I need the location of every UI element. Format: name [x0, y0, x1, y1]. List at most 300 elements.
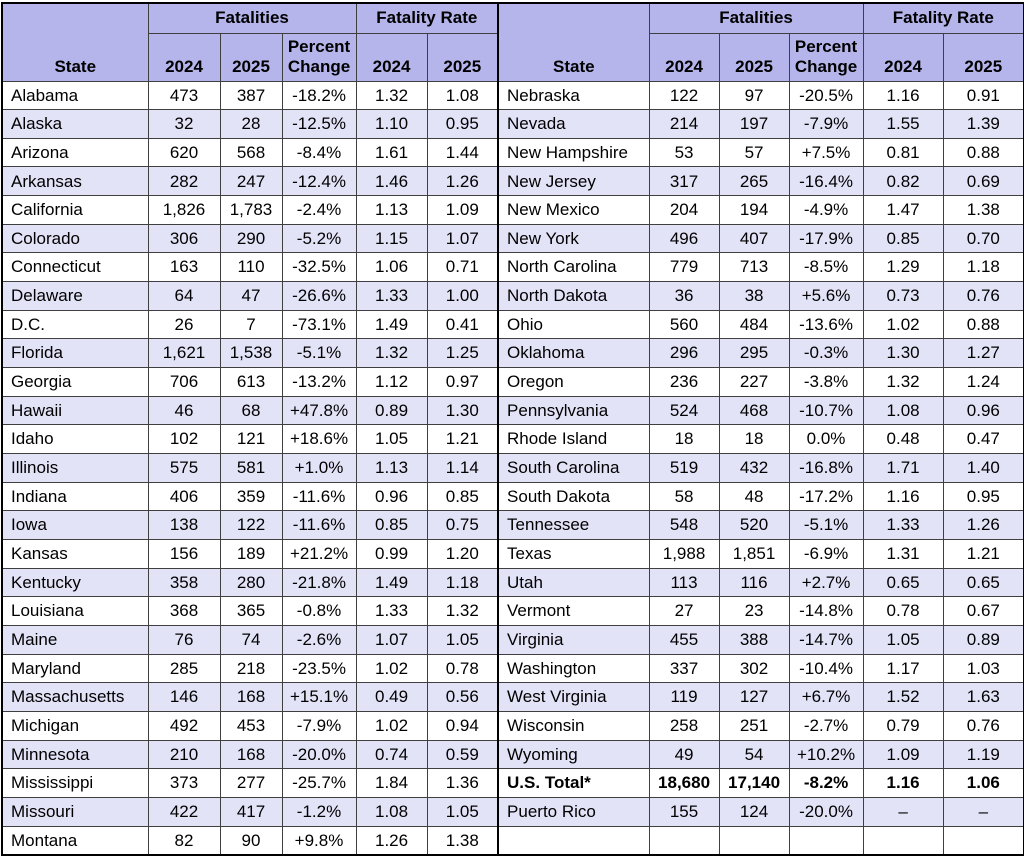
- rate-2025-cell: 0.95: [943, 482, 1024, 511]
- rate-2025-cell: 1.26: [943, 511, 1024, 540]
- fatalities-2025-cell: 359: [220, 482, 282, 511]
- table-row: [2, 654, 1024, 683]
- rate-2025-cell: 0.59: [427, 740, 498, 769]
- fatalities-2024-cell: 58: [649, 482, 719, 511]
- fatalities-2025-cell: 227: [719, 368, 789, 397]
- state-column-header: State: [2, 3, 148, 81]
- percent-change-cell: 0.0%: [789, 425, 863, 454]
- fatalities-2024-cell: 146: [148, 683, 220, 712]
- rate-2025-cell: 1.27: [943, 339, 1024, 368]
- rate-2025-cell: 0.56: [427, 683, 498, 712]
- percent-change-cell: -13.6%: [789, 310, 863, 339]
- fatalities-2025-cell: 168: [220, 683, 282, 712]
- fatalities-2025-cell: 110: [220, 253, 282, 282]
- rate-2025-cell: 1.06: [943, 769, 1024, 798]
- fatalities-2025-cell: 713: [719, 253, 789, 282]
- fatalities-2024-cell: 32: [148, 110, 220, 139]
- fatalities-2024-header: 2024: [649, 33, 719, 81]
- rate-2024-cell: 1.16: [863, 769, 943, 798]
- fatalities-2024-cell: 455: [649, 625, 719, 654]
- state-cell: Hawaii: [2, 396, 148, 425]
- rate-2024-cell: [863, 826, 943, 855]
- fatalities-2024-cell: 119: [649, 683, 719, 712]
- rate-2024-cell: 0.78: [863, 597, 943, 626]
- fatalities-2025-cell: 247: [220, 167, 282, 196]
- percent-change-cell: -0.8%: [282, 597, 356, 626]
- rate-2025-cell: 1.19: [943, 740, 1024, 769]
- fatalities-table: [1, 2, 1024, 856]
- rate-2025-cell: 1.05: [427, 797, 498, 826]
- fatalities-2024-cell: 1,826: [148, 196, 220, 225]
- state-cell: Louisiana: [2, 597, 148, 626]
- state-cell: Delaware: [2, 282, 148, 311]
- fatality-rate-group-header: Fatality Rate: [356, 3, 498, 33]
- rate-2025-cell: 1.21: [427, 425, 498, 454]
- fatalities-2025-cell: 97: [719, 81, 789, 110]
- rate-2025-cell: 0.78: [427, 654, 498, 683]
- fatalities-2024-cell: 706: [148, 368, 220, 397]
- rate-2025-cell: 1.63: [943, 683, 1024, 712]
- header-group-row: [2, 3, 1024, 33]
- percent-change-cell: -10.4%: [789, 654, 863, 683]
- rate-2024-cell: 1.26: [356, 826, 427, 855]
- state-cell: Michigan: [2, 711, 148, 740]
- state-cell: Arkansas: [2, 167, 148, 196]
- fatalities-2024-cell: 210: [148, 740, 220, 769]
- fatalities-2024-cell: 258: [649, 711, 719, 740]
- state-cell: Georgia: [2, 368, 148, 397]
- state-cell: Alaska: [2, 110, 148, 139]
- fatalities-2025-cell: 194: [719, 196, 789, 225]
- rate-2024-cell: 1.12: [356, 368, 427, 397]
- percent-change-cell: -23.5%: [282, 654, 356, 683]
- fatalities-2024-cell: 113: [649, 568, 719, 597]
- fatalities-2025-cell: 116: [719, 568, 789, 597]
- percent-change-cell: -7.9%: [282, 711, 356, 740]
- table-row: [2, 310, 1024, 339]
- rate-2024-cell: 0.49: [356, 683, 427, 712]
- table-row: [2, 110, 1024, 139]
- rate-2025-cell: 1.44: [427, 138, 498, 167]
- rate-2024-cell: 1.33: [356, 282, 427, 311]
- rate-2024-cell: 1.15: [356, 224, 427, 253]
- table-row: [2, 683, 1024, 712]
- rate-2025-cell: 0.89: [943, 625, 1024, 654]
- table-row: [2, 396, 1024, 425]
- rate-2025-cell: 0.95: [427, 110, 498, 139]
- rate-2025-cell: 1.36: [427, 769, 498, 798]
- rate-2025-cell: 1.08: [427, 81, 498, 110]
- fatalities-2024-cell: 156: [148, 540, 220, 569]
- state-cell: Wyoming: [498, 740, 649, 769]
- rate-2024-cell: 1.16: [863, 81, 943, 110]
- fatalities-2025-header: 2025: [220, 33, 282, 81]
- rate-2024-cell: 1.49: [356, 568, 427, 597]
- table-row: [2, 167, 1024, 196]
- fatalities-2024-cell: 82: [148, 826, 220, 855]
- percent-change-cell: -10.7%: [789, 396, 863, 425]
- rate-2025-cell: –: [943, 797, 1024, 826]
- rate-2024-header: 2024: [863, 33, 943, 81]
- rate-2024-cell: 1.32: [863, 368, 943, 397]
- rate-2024-cell: 0.81: [863, 138, 943, 167]
- rate-2024-cell: 1.02: [356, 711, 427, 740]
- rate-2024-cell: 1.32: [356, 339, 427, 368]
- fatalities-2024-cell: 473: [148, 81, 220, 110]
- percent-change-cell: +2.7%: [789, 568, 863, 597]
- rate-2024-cell: 0.85: [863, 224, 943, 253]
- fatalities-2025-cell: 38: [719, 282, 789, 311]
- fatalities-2024-cell: 296: [649, 339, 719, 368]
- table-row: [2, 368, 1024, 397]
- state-cell: Nevada: [498, 110, 649, 139]
- fatalities-2024-cell: 373: [148, 769, 220, 798]
- rate-2025-cell: 1.18: [427, 568, 498, 597]
- fatalities-2025-cell: 295: [719, 339, 789, 368]
- percent-change-cell: +15.1%: [282, 683, 356, 712]
- fatalities-2024-cell: 317: [649, 167, 719, 196]
- fatalities-2024-cell: 368: [148, 597, 220, 626]
- table-row: [2, 282, 1024, 311]
- state-cell: U.S. Total*: [498, 769, 649, 798]
- table-row: [2, 339, 1024, 368]
- rate-2024-cell: 1.29: [863, 253, 943, 282]
- percent-change-cell: -12.5%: [282, 110, 356, 139]
- state-cell: Vermont: [498, 597, 649, 626]
- percent-change-cell: -5.1%: [282, 339, 356, 368]
- fatalities-2024-cell: 496: [649, 224, 719, 253]
- state-cell: Maine: [2, 625, 148, 654]
- rate-2025-cell: 0.94: [427, 711, 498, 740]
- rate-2024-cell: 1.30: [863, 339, 943, 368]
- rate-2024-cell: 1.05: [863, 625, 943, 654]
- percent-change-cell: -18.2%: [282, 81, 356, 110]
- rate-2024-cell: 1.08: [863, 396, 943, 425]
- percent-change-cell: -8.5%: [789, 253, 863, 282]
- fatalities-2025-cell: 47: [220, 282, 282, 311]
- state-cell: North Dakota: [498, 282, 649, 311]
- percent-change-cell: -6.9%: [789, 540, 863, 569]
- state-cell: Rhode Island: [498, 425, 649, 454]
- fatalities-2025-cell: 68: [220, 396, 282, 425]
- fatalities-2024-cell: 282: [148, 167, 220, 196]
- state-cell: Iowa: [2, 511, 148, 540]
- rate-2024-cell: 0.48: [863, 425, 943, 454]
- table-row: [2, 425, 1024, 454]
- table-row: [2, 540, 1024, 569]
- rate-2024-cell: 0.73: [863, 282, 943, 311]
- fatalities-2025-header: 2025: [719, 33, 789, 81]
- rate-2024-cell: 0.85: [356, 511, 427, 540]
- rate-2025-cell: 1.20: [427, 540, 498, 569]
- fatalities-2025-cell: 54: [719, 740, 789, 769]
- table-row: [2, 482, 1024, 511]
- fatalities-2024-cell: 779: [649, 253, 719, 282]
- fatalities-2025-cell: 417: [220, 797, 282, 826]
- fatalities-2024-cell: 214: [649, 110, 719, 139]
- fatalities-2024-cell: 26: [148, 310, 220, 339]
- state-cell: Arizona: [2, 138, 148, 167]
- state-cell: Alabama: [2, 81, 148, 110]
- rate-2025-header: 2025: [427, 33, 498, 81]
- state-cell: Nebraska: [498, 81, 649, 110]
- percent-change-cell: -8.4%: [282, 138, 356, 167]
- rate-2025-cell: 1.38: [427, 826, 498, 855]
- percent-change-cell: -11.6%: [282, 482, 356, 511]
- rate-2024-cell: 1.07: [356, 625, 427, 654]
- percent-change-cell: -5.1%: [789, 511, 863, 540]
- percent-change-cell: -20.0%: [282, 740, 356, 769]
- rate-2025-cell: 1.25: [427, 339, 498, 368]
- fatalities-2024-cell: 18,680: [649, 769, 719, 798]
- rate-2025-cell: 0.76: [943, 282, 1024, 311]
- percent-change-cell: +21.2%: [282, 540, 356, 569]
- rate-2024-cell: 1.09: [863, 740, 943, 769]
- fatalities-2024-cell: 46: [148, 396, 220, 425]
- fatalities-2024-cell: 122: [649, 81, 719, 110]
- state-cell: Florida: [2, 339, 148, 368]
- rate-2024-cell: 1.10: [356, 110, 427, 139]
- fatalities-2024-cell: 337: [649, 654, 719, 683]
- percent-change-cell: -32.5%: [282, 253, 356, 282]
- percent-change-cell: -73.1%: [282, 310, 356, 339]
- fatalities-2024-cell: 422: [148, 797, 220, 826]
- rate-2025-cell: 0.47: [943, 425, 1024, 454]
- fatalities-2025-cell: 280: [220, 568, 282, 597]
- percent-change-cell: -8.2%: [789, 769, 863, 798]
- rate-2024-cell: 1.52: [863, 683, 943, 712]
- state-cell: Virginia: [498, 625, 649, 654]
- fatalities-group-header: Fatalities: [649, 3, 863, 33]
- fatalities-2025-cell: 387: [220, 81, 282, 110]
- rate-2025-cell: 1.05: [427, 625, 498, 654]
- rate-2024-cell: 1.33: [863, 511, 943, 540]
- fatalities-2024-cell: 524: [649, 396, 719, 425]
- percent-change-cell: -12.4%: [282, 167, 356, 196]
- rate-2025-cell: [943, 826, 1024, 855]
- rate-2025-cell: 0.85: [427, 482, 498, 511]
- percent-change-cell: -26.6%: [282, 282, 356, 311]
- table-row: [2, 711, 1024, 740]
- percent-change-cell: [789, 826, 863, 855]
- fatalities-2025-cell: 90: [220, 826, 282, 855]
- state-cell: Kansas: [2, 540, 148, 569]
- fatalities-2024-cell: 620: [148, 138, 220, 167]
- table-row: [2, 253, 1024, 282]
- rate-2025-cell: 1.30: [427, 396, 498, 425]
- state-cell: [498, 826, 649, 855]
- fatalities-2025-cell: 568: [220, 138, 282, 167]
- fatalities-2024-cell: 306: [148, 224, 220, 253]
- fatalities-2025-cell: 57: [719, 138, 789, 167]
- fatalities-2024-cell: 1,621: [148, 339, 220, 368]
- rate-2024-cell: 1.06: [356, 253, 427, 282]
- table-row: [2, 568, 1024, 597]
- percent-change-cell: +5.6%: [789, 282, 863, 311]
- rate-2025-cell: 0.71: [427, 253, 498, 282]
- fatalities-2025-cell: 168: [220, 740, 282, 769]
- table-row: [2, 625, 1024, 654]
- fatalities-2025-cell: 302: [719, 654, 789, 683]
- rate-2024-cell: 1.71: [863, 454, 943, 483]
- fatalities-2024-cell: 492: [148, 711, 220, 740]
- percent-change-cell: +18.6%: [282, 425, 356, 454]
- percent-change-cell: -2.6%: [282, 625, 356, 654]
- fatalities-group-header: Fatalities: [148, 3, 356, 33]
- fatalities-2025-cell: 28: [220, 110, 282, 139]
- fatalities-2025-cell: 1,783: [220, 196, 282, 225]
- state-cell: New York: [498, 224, 649, 253]
- fatalities-2025-cell: 290: [220, 224, 282, 253]
- state-cell: Minnesota: [2, 740, 148, 769]
- rate-2025-cell: 1.38: [943, 196, 1024, 225]
- fatalities-2025-cell: 1,538: [220, 339, 282, 368]
- rate-2024-cell: 1.84: [356, 769, 427, 798]
- fatalities-2025-cell: 124: [719, 797, 789, 826]
- state-cell: Connecticut: [2, 253, 148, 282]
- percent-change-cell: -21.8%: [282, 568, 356, 597]
- fatalities-2024-cell: 138: [148, 511, 220, 540]
- rate-2025-cell: 0.67: [943, 597, 1024, 626]
- state-cell: Puerto Rico: [498, 797, 649, 826]
- rate-2024-cell: 0.79: [863, 711, 943, 740]
- state-cell: West Virginia: [498, 683, 649, 712]
- state-cell: D.C.: [2, 310, 148, 339]
- fatalities-2025-cell: 1,851: [719, 540, 789, 569]
- state-cell: Massachusetts: [2, 683, 148, 712]
- state-cell: California: [2, 196, 148, 225]
- percent-change-cell: -0.3%: [789, 339, 863, 368]
- fatalities-2024-cell: 64: [148, 282, 220, 311]
- table-row: [2, 224, 1024, 253]
- state-cell: New Hampshire: [498, 138, 649, 167]
- percent-change-cell: -17.2%: [789, 482, 863, 511]
- rate-2025-cell: 0.76: [943, 711, 1024, 740]
- fatalities-2025-cell: 74: [220, 625, 282, 654]
- state-cell: Pennsylvania: [498, 396, 649, 425]
- rate-2025-cell: 0.88: [943, 310, 1024, 339]
- percent-change-cell: -7.9%: [789, 110, 863, 139]
- rate-2024-cell: 0.99: [356, 540, 427, 569]
- rate-2024-cell: 1.33: [356, 597, 427, 626]
- percent-change-cell: +10.2%: [789, 740, 863, 769]
- table-row: [2, 826, 1024, 855]
- fatalities-2024-cell: 155: [649, 797, 719, 826]
- table-row: [2, 797, 1024, 826]
- percent-change-cell: -16.8%: [789, 454, 863, 483]
- state-cell: Washington: [498, 654, 649, 683]
- rate-2025-cell: 1.39: [943, 110, 1024, 139]
- fatalities-2024-cell: 519: [649, 454, 719, 483]
- percent-change-cell: +47.8%: [282, 396, 356, 425]
- rate-2024-cell: 0.96: [356, 482, 427, 511]
- rate-2025-header: 2025: [943, 33, 1024, 81]
- state-cell: Montana: [2, 826, 148, 855]
- rate-2025-cell: 1.14: [427, 454, 498, 483]
- fatalities-2025-cell: 121: [220, 425, 282, 454]
- percent-change-header: Percent Change: [282, 33, 356, 81]
- fatalities-2025-cell: 18: [719, 425, 789, 454]
- rate-2024-cell: 0.82: [863, 167, 943, 196]
- rate-2024-cell: 0.65: [863, 568, 943, 597]
- rate-2025-cell: 0.96: [943, 396, 1024, 425]
- percent-change-cell: +7.5%: [789, 138, 863, 167]
- fatalities-2025-cell: 581: [220, 454, 282, 483]
- state-cell: New Jersey: [498, 167, 649, 196]
- rate-2025-cell: 0.65: [943, 568, 1024, 597]
- rate-2025-cell: 0.75: [427, 511, 498, 540]
- state-cell: Ohio: [498, 310, 649, 339]
- percent-change-cell: -5.2%: [282, 224, 356, 253]
- fatalities-2025-cell: 23: [719, 597, 789, 626]
- percent-change-cell: -1.2%: [282, 797, 356, 826]
- rate-2024-cell: 1.05: [356, 425, 427, 454]
- percent-change-header: Percent Change: [789, 33, 863, 81]
- state-cell: South Carolina: [498, 454, 649, 483]
- percent-change-cell: -14.7%: [789, 625, 863, 654]
- state-cell: Maryland: [2, 654, 148, 683]
- fatalities-2024-header: 2024: [148, 33, 220, 81]
- state-cell: Texas: [498, 540, 649, 569]
- percent-change-cell: -3.8%: [789, 368, 863, 397]
- fatality-rate-group-header: Fatality Rate: [863, 3, 1024, 33]
- table-body: [2, 81, 1024, 855]
- rate-2024-cell: 1.47: [863, 196, 943, 225]
- fatalities-2025-cell: 365: [220, 597, 282, 626]
- rate-2024-cell: 1.13: [356, 196, 427, 225]
- rate-2024-cell: 0.89: [356, 396, 427, 425]
- fatalities-2025-cell: [719, 826, 789, 855]
- fatalities-2024-cell: 575: [148, 454, 220, 483]
- fatalities-2024-cell: 236: [649, 368, 719, 397]
- rate-2025-cell: 0.41: [427, 310, 498, 339]
- rate-2024-cell: 0.74: [356, 740, 427, 769]
- rate-2024-cell: 1.61: [356, 138, 427, 167]
- percent-change-cell: +6.7%: [789, 683, 863, 712]
- fatalities-2024-cell: 358: [148, 568, 220, 597]
- state-column-header: State: [498, 3, 649, 81]
- state-cell: Oregon: [498, 368, 649, 397]
- fatalities-2024-cell: 406: [148, 482, 220, 511]
- rate-2024-cell: 1.55: [863, 110, 943, 139]
- fatalities-2025-cell: 251: [719, 711, 789, 740]
- rate-2024-cell: 1.16: [863, 482, 943, 511]
- state-cell: Wisconsin: [498, 711, 649, 740]
- fatalities-2024-cell: 36: [649, 282, 719, 311]
- percent-change-cell: -14.8%: [789, 597, 863, 626]
- fatalities-2024-cell: 102: [148, 425, 220, 454]
- fatalities-2025-cell: 468: [719, 396, 789, 425]
- fatalities-2024-cell: 18: [649, 425, 719, 454]
- table-row: [2, 196, 1024, 225]
- state-cell: Tennessee: [498, 511, 649, 540]
- rate-2025-cell: 1.32: [427, 597, 498, 626]
- fatalities-2025-cell: 197: [719, 110, 789, 139]
- percent-change-cell: -20.0%: [789, 797, 863, 826]
- fatalities-2024-cell: 53: [649, 138, 719, 167]
- fatalities-2024-cell: 27: [649, 597, 719, 626]
- rate-2024-cell: 1.02: [863, 310, 943, 339]
- fatalities-2025-cell: 613: [220, 368, 282, 397]
- table-row: [2, 769, 1024, 798]
- rate-2024-cell: 1.49: [356, 310, 427, 339]
- table-row: [2, 81, 1024, 110]
- fatalities-2025-cell: 7: [220, 310, 282, 339]
- fatalities-2024-cell: 163: [148, 253, 220, 282]
- percent-change-cell: -20.5%: [789, 81, 863, 110]
- state-cell: Oklahoma: [498, 339, 649, 368]
- rate-2024-cell: 1.13: [356, 454, 427, 483]
